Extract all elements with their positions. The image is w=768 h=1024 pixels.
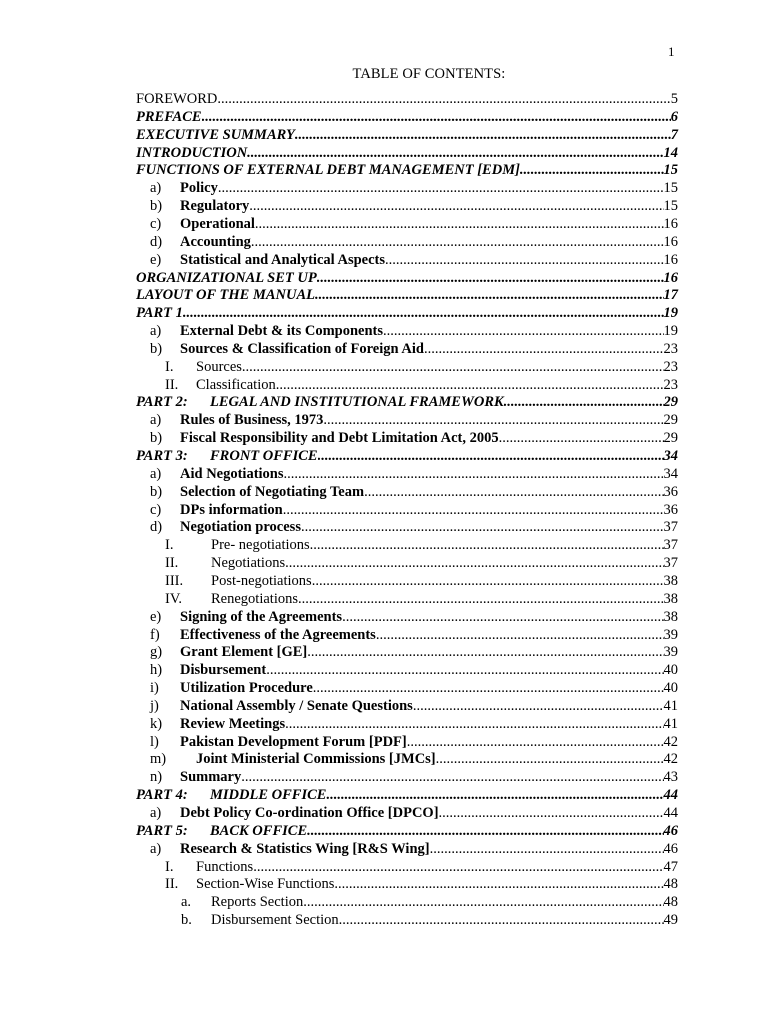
toc-entry[interactable]	[150, 608, 678, 626]
toc-entry-title: Grant Element [GE]	[180, 644, 308, 661]
toc-entry-title: DPs information	[180, 501, 283, 518]
toc-entry[interactable]	[150, 626, 678, 644]
toc-entry-title: Signing of the Agreements	[180, 608, 343, 625]
toc-entry-page: 47	[663, 858, 678, 875]
toc-entry-title: Sources & Classification of Foreign Aid	[180, 340, 424, 357]
toc-entry-label: III.	[165, 572, 184, 589]
toc-entry-label: k)	[150, 715, 163, 732]
toc-entry-page: 37	[663, 519, 678, 536]
toc-entry[interactable]	[136, 90, 678, 108]
toc-leader-dots	[424, 340, 664, 358]
toc-leader-dots	[364, 483, 663, 501]
toc-entry-page: 42	[663, 733, 678, 750]
toc-entry[interactable]	[150, 840, 678, 858]
toc-entry-page: 16	[663, 233, 678, 250]
toc-entry-page: 19	[663, 305, 678, 322]
toc-leader-dots	[307, 643, 663, 661]
toc-entry-page: 15	[663, 198, 678, 215]
toc-entry[interactable]	[136, 304, 678, 322]
toc-entry-label: m)	[150, 751, 167, 768]
toc-entry[interactable]	[150, 501, 678, 519]
toc-entry-label: PART 5:	[136, 822, 188, 839]
toc-leader-dots	[339, 911, 664, 929]
toc-entry-title: Pakistan Development Forum [PDF]	[180, 733, 407, 750]
toc-leader-dots	[313, 679, 664, 697]
toc-entry-title: Effectiveness of the Agreements	[180, 626, 376, 643]
toc-leader-dots	[317, 269, 664, 287]
toc-entry-title: Statistical and Analytical Aspects	[180, 251, 386, 268]
toc-entry[interactable]	[150, 215, 678, 233]
toc-entry-page: 38	[663, 608, 678, 625]
toc-entry-page: 7	[670, 126, 678, 143]
toc-entry[interactable]	[165, 572, 678, 590]
toc-entry-title: Disbursement	[180, 662, 267, 679]
toc-entry-page: 29	[663, 430, 678, 447]
toc-leader-dots	[283, 501, 664, 519]
toc-entry-page: 38	[663, 590, 678, 607]
toc-entry-page: 36	[663, 501, 678, 518]
toc-entry-title: FRONT OFFICE	[210, 448, 318, 464]
toc-entry-title: Post-negotiations	[211, 572, 312, 589]
toc-entry-label: I.	[165, 537, 174, 554]
toc-entry-title: Section-Wise Functions	[196, 876, 335, 893]
toc-entry[interactable]	[150, 733, 678, 751]
toc-entry-page: 37	[663, 537, 678, 554]
toc-entry-title: External Debt & its Components	[180, 323, 383, 340]
toc-entry-page: 34	[663, 465, 678, 482]
toc-leader-dots	[326, 786, 663, 804]
toc-entry-label: a)	[150, 180, 162, 197]
toc-leader-dots	[303, 893, 663, 911]
toc-entry[interactable]	[150, 518, 678, 536]
toc-leader-dots	[310, 536, 664, 554]
toc-entry-page: 16	[663, 269, 678, 286]
toc-entry-label: d)	[150, 519, 163, 536]
toc-entry-label: h)	[150, 662, 163, 679]
toc-entry-page: 37	[663, 555, 678, 572]
toc-entry-title: ORGANIZATIONAL SET UP	[136, 269, 317, 286]
toc-entry-label: l)	[150, 733, 159, 750]
toc-leader-dots	[439, 804, 664, 822]
toc-entry-title: Joint Ministerial Commissions [JMCs]	[196, 751, 436, 768]
toc-entry-label: II.	[165, 555, 179, 572]
toc-entry[interactable]	[150, 643, 678, 661]
toc-entry[interactable]	[150, 411, 678, 429]
toc-leader-dots	[218, 179, 664, 197]
toc-entry[interactable]	[150, 322, 678, 340]
page-title: TABLE OF CONTENTS:	[352, 66, 506, 82]
toc-entry-title: Disbursement Section	[211, 912, 339, 929]
toc-leader-dots	[407, 733, 664, 751]
toc-leader-dots	[312, 572, 664, 590]
toc-entry-title: BACK OFFICE	[210, 822, 308, 839]
toc-leader-dots	[295, 126, 671, 144]
toc-entry-title: Accounting	[180, 233, 251, 250]
toc-entry-label: n)	[150, 769, 163, 786]
toc-entry[interactable]	[150, 251, 678, 269]
toc-entry[interactable]	[150, 750, 678, 768]
toc-entry-page: 17	[663, 287, 678, 304]
toc-leader-dots	[385, 251, 663, 269]
toc-entry[interactable]	[136, 144, 678, 162]
toc-entry[interactable]	[136, 393, 678, 411]
toc-entry[interactable]	[136, 108, 678, 126]
toc-entry-page: 23	[663, 376, 678, 393]
toc-entry[interactable]	[165, 554, 678, 572]
toc-entry-page: 34	[663, 448, 678, 464]
toc-entry[interactable]	[150, 429, 678, 447]
toc-entry[interactable]	[150, 679, 678, 697]
toc-entry[interactable]	[181, 911, 678, 929]
toc-entry-label: d)	[150, 233, 163, 250]
toc-entry-page: 41	[663, 697, 678, 714]
toc-entry-label: a)	[150, 412, 162, 429]
toc-entry-page: 15	[663, 162, 678, 179]
toc-entry-label: I.	[165, 858, 174, 875]
toc-entry-label: e)	[150, 251, 162, 268]
toc-entry-title: Negotiations	[211, 555, 286, 572]
toc-entry-title: LAYOUT OF THE MANUAL	[136, 287, 315, 304]
toc-entry-page: 48	[663, 876, 678, 893]
toc-entry[interactable]	[136, 822, 678, 840]
toc-entry-page: 40	[663, 662, 678, 679]
toc-entry-label: c)	[150, 501, 162, 518]
toc-entry[interactable]	[150, 715, 678, 733]
toc-leader-dots	[253, 858, 663, 876]
toc-leader-dots	[255, 215, 664, 233]
toc-leader-dots	[284, 465, 664, 483]
toc-entry-label: b)	[150, 483, 163, 500]
toc-entry-title: Classification	[196, 376, 276, 393]
toc-leader-dots	[504, 393, 664, 411]
toc-leader-dots	[183, 304, 664, 322]
toc-leader-dots	[499, 429, 664, 447]
toc-leader-dots	[202, 108, 671, 126]
toc-leader-dots	[217, 90, 670, 108]
toc-entry-label: e)	[150, 608, 162, 625]
toc-entry-title: PREFACE	[136, 108, 202, 125]
toc-entry[interactable]	[165, 875, 678, 893]
toc-entry-label: f)	[150, 626, 160, 643]
toc-leader-dots	[298, 590, 664, 608]
toc-entry-title: EXECUTIVE SUMMARY	[136, 126, 295, 143]
toc-leader-dots	[318, 447, 664, 465]
toc-entry[interactable]	[150, 465, 678, 483]
toc-entry-title: Aid Negotiations	[180, 465, 284, 482]
toc-leader-dots	[413, 697, 664, 715]
toc-entry-page: 29	[663, 412, 678, 429]
toc-entry[interactable]	[136, 447, 678, 465]
toc-entry-title: Fiscal Responsibility and Debt Limitation Act, 2005	[180, 430, 499, 447]
toc-entry-page: 16	[663, 251, 678, 268]
toc-entry-label: a)	[150, 465, 162, 482]
toc-entry-page: 48	[663, 894, 678, 911]
toc-entry-page: 39	[663, 626, 678, 643]
toc-entry[interactable]	[165, 358, 678, 376]
toc-entry-title: Functions	[196, 858, 254, 875]
toc-entry-label: c)	[150, 215, 162, 232]
toc-entry-title: Pre- negotiations	[211, 537, 310, 554]
toc-entry[interactable]	[136, 786, 678, 804]
toc-entry[interactable]	[150, 697, 678, 715]
toc-entry-page: 38	[663, 572, 678, 589]
toc-leader-dots	[323, 411, 663, 429]
toc-entry-title: Summary	[180, 769, 242, 786]
toc-entry-title: Debt Policy Co-ordination Office [DPCO]	[180, 805, 439, 821]
toc-entry-title: MIDDLE OFFICE	[210, 787, 327, 804]
toc-entry-title: Selection of Negotiating Team	[180, 483, 365, 500]
toc-entry-page: 14	[663, 144, 678, 161]
toc-entry[interactable]	[150, 197, 678, 215]
toc-entry-title: Rules of Business, 1973	[180, 412, 324, 429]
toc-entry-title: Sources	[196, 358, 242, 375]
toc-leader-dots	[276, 376, 664, 394]
toc-entry-label: b)	[150, 340, 163, 357]
toc-leader-dots	[241, 768, 663, 786]
toc-entry-title: Review Meetings	[180, 715, 286, 732]
toc-leader-dots	[334, 875, 663, 893]
toc-entry-title: National Assembly / Senate Questions	[180, 697, 413, 714]
toc-leader-dots	[436, 750, 664, 768]
toc-entry-page: 5	[670, 91, 678, 107]
toc-leader-dots	[307, 822, 663, 840]
toc-leader-dots	[242, 358, 664, 376]
toc-entry-title: FUNCTIONS OF EXTERNAL DEBT MANAGEMENT [EDM]	[136, 162, 520, 179]
toc-entry[interactable]	[136, 126, 678, 144]
toc-entry-label: II.	[165, 376, 179, 393]
toc-entry[interactable]	[136, 286, 678, 304]
toc-leader-dots	[285, 715, 663, 733]
toc-entry-page: 44	[663, 787, 678, 804]
toc-entry-title: INTRODUCTION	[136, 144, 248, 161]
toc-leader-dots	[266, 661, 663, 679]
toc-entry-title: LEGAL AND INSTITUTIONAL FRAMEWORK	[210, 394, 504, 411]
toc-entry-label: a)	[150, 805, 162, 821]
toc-entry-page: 43	[663, 769, 678, 786]
page-number: 1	[668, 44, 675, 59]
toc-entry[interactable]	[136, 161, 678, 179]
toc-entry[interactable]	[181, 893, 678, 911]
toc-entry-page: 44	[663, 805, 678, 821]
toc-leader-dots	[301, 518, 664, 536]
toc-entry-page: 15	[663, 180, 678, 197]
toc-entry-page: 6	[670, 108, 678, 125]
toc-entry-label: a.	[181, 894, 192, 911]
toc-leader-dots	[249, 197, 663, 215]
toc-entry-title: Utilization Procedure	[180, 680, 313, 697]
toc-entry-label: j)	[150, 697, 159, 714]
toc-entry-page: 42	[663, 751, 678, 768]
toc-leader-dots	[342, 608, 663, 626]
toc-entry-label: IV.	[165, 590, 183, 607]
toc-entry[interactable]	[150, 179, 678, 197]
toc-entry[interactable]	[165, 376, 678, 394]
toc-entry-title: Renegotiations	[211, 590, 298, 607]
toc-entry-page: 23	[663, 340, 678, 357]
toc-entry-page: 49	[663, 912, 678, 929]
toc-entry-label: PART 2:	[136, 394, 188, 411]
toc-entry-title: Operational	[180, 215, 255, 232]
toc-entry-page: 23	[663, 358, 678, 375]
toc-entry-title: Reports Section	[211, 894, 304, 911]
toc-leader-dots	[285, 554, 663, 572]
toc-entry-label: b)	[150, 198, 163, 215]
toc-entry[interactable]	[165, 536, 678, 554]
toc-entry-label: a)	[150, 840, 162, 857]
toc-entry-page: 46	[663, 822, 678, 839]
toc-entry[interactable]	[150, 233, 678, 251]
toc-entry-label: i)	[150, 680, 159, 697]
toc-entry-title: PART 1	[136, 305, 183, 322]
toc-entry-title: Negotiation process	[180, 519, 301, 536]
toc-entry[interactable]	[150, 340, 678, 358]
toc-entry[interactable]	[136, 269, 678, 287]
toc-entry-title: FOREWORD	[136, 91, 218, 107]
toc-entry-title: Policy	[180, 180, 218, 197]
toc-entry[interactable]	[165, 858, 678, 876]
toc-entry[interactable]	[165, 590, 678, 608]
toc-entry-title: Regulatory	[180, 198, 250, 215]
toc-entry[interactable]	[150, 768, 678, 786]
toc-entry-page: 29	[663, 394, 678, 411]
toc-entry[interactable]	[150, 804, 678, 822]
toc-leader-dots	[315, 286, 664, 304]
toc-entry[interactable]	[150, 483, 678, 501]
toc-leader-dots	[383, 322, 664, 340]
toc-entry-title: Research & Statistics Wing [R&S Wing]	[180, 840, 430, 857]
toc-entry-label: g)	[150, 644, 163, 661]
toc-leader-dots	[251, 233, 664, 251]
toc-leader-dots	[376, 626, 664, 644]
toc-entry-label: a)	[150, 323, 162, 340]
toc-entry-label: b)	[150, 430, 163, 447]
toc-entry-page: 36	[663, 483, 678, 500]
toc-entry-label: PART 3:	[136, 448, 188, 464]
toc-entry-page: 39	[663, 644, 678, 661]
toc-entry-page: 19	[663, 323, 678, 340]
toc-entry-label: PART 4:	[136, 787, 188, 804]
toc-leader-dots	[430, 840, 664, 858]
toc-entry-page: 46	[663, 840, 678, 857]
toc-leader-dots	[247, 144, 663, 162]
toc-entry-page: 41	[663, 715, 678, 732]
toc-entry-label: b.	[181, 912, 192, 929]
toc-entry-label: I.	[165, 358, 174, 375]
toc-entry[interactable]	[150, 661, 678, 679]
toc-entry-page: 16	[663, 215, 678, 232]
toc-entry-label: II.	[165, 876, 179, 893]
toc-entry-page: 40	[663, 680, 678, 697]
toc-leader-dots	[520, 161, 664, 179]
